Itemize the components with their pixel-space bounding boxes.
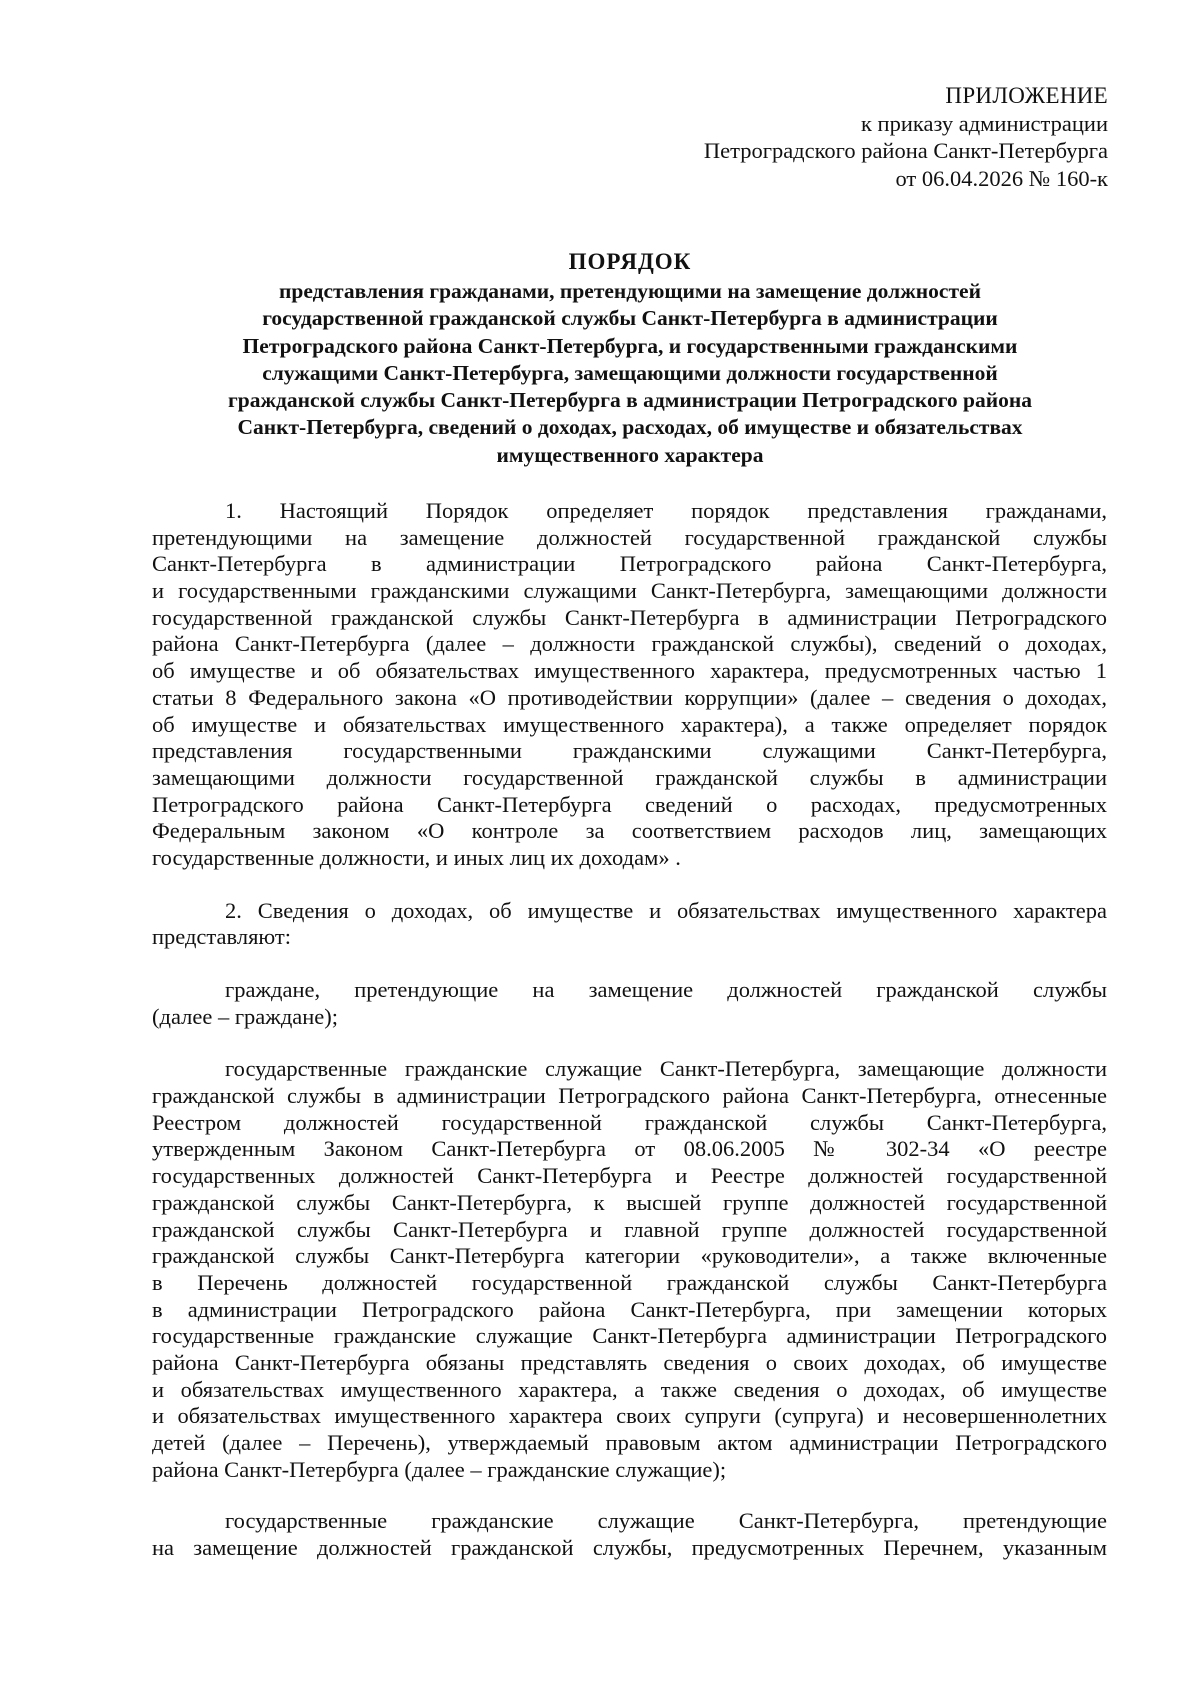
text-line: гражданской службы в администрации Петроградского района Санкт-Петербурга, отнесенные: [152, 1083, 1107, 1109]
text-line: на замещение должностей гражданской службы, предусмотренных Перечнем, указанным: [152, 1535, 1107, 1561]
paragraph-gap: [152, 1030, 1107, 1056]
paragraph-gap: [152, 951, 1107, 977]
text-line: представления государственными гражданскими служащими Санкт-Петербурга,: [152, 738, 1107, 764]
text-line: в администрации Петроградского района Санкт-Петербурга, при замещении которых: [152, 1296, 1107, 1322]
text-line: детей (далее – Перечень), утверждаемый правовым актом администрации Петроградского: [152, 1430, 1107, 1455]
appendix-district: Петроградского района Санкт-Петербурга: [703, 138, 1108, 163]
subtitle-line: государственной гражданской службы Санкт-Петербурга в администрации: [262, 306, 998, 331]
text-line: об имуществе и об обязательствах имущественного характера, предусмотренных частью 1: [152, 658, 1107, 684]
paragraph-civil-servants: [152, 1056, 1107, 1483]
paragraph-gap: [152, 872, 1107, 898]
text-line: об имуществе и обязательствах имущественного характера), а также определяет порядок: [152, 711, 1107, 737]
text-line: в Перечень должностей государственной гражданской службы Санкт-Петербурга: [152, 1269, 1107, 1295]
text-line: гражданской службы Санкт-Петербурга категории «руководители», а также включенные: [152, 1243, 1107, 1269]
subtitle-line: Петроградского района Санкт-Петербурга, и государственными гражданскими: [242, 333, 1018, 358]
text-line: района Санкт-Петербурга (далее – должности гражданской службы), сведений о доходах,: [152, 631, 1107, 657]
text-line: замещающими должности государственной гражданской службы в администрации: [152, 764, 1107, 790]
text-line: гражданской службы Санкт-Петербурга, к высшей группе должностей государственной: [152, 1189, 1107, 1215]
subtitle-line: гражданской службы Санкт-Петербурга в администрации Петроградского района: [227, 388, 1033, 413]
subtitle-line: служащими Санкт-Петербурга, замещающими должности государственной: [262, 360, 998, 385]
text-line: представляют:: [152, 924, 292, 950]
text-line: гражданской службы Санкт-Петербурга и главной группе должностей государственной: [152, 1216, 1107, 1242]
subtitle-line: представления гражданами, претендующими на замещение должностей: [279, 279, 981, 303]
paragraph-citizens: [152, 977, 1107, 1030]
appendix-label: ПРИЛОЖЕНИЕ: [945, 83, 1108, 108]
text-line: (далее – граждане);: [152, 1003, 339, 1029]
text-line: государственные гражданские служащие Санкт-Петербурга, претендующие: [225, 1508, 1107, 1534]
text-line: государственной гражданской службы Санкт-Петербурга в администрации Петроградского: [152, 604, 1107, 630]
text-line: Петроградского района Санкт-Петербурга сведений о расходах, предусмотренных: [152, 791, 1107, 817]
text-line: Санкт-Петербурга в администрации Петроградского района Санкт-Петербурга,: [152, 551, 1107, 577]
paragraph-candidates: [152, 1508, 1107, 1561]
paragraph-gap: [152, 1483, 1107, 1508]
text-line: и обязательствах имущественного характера, а также сведения о доходах, об имуществе: [152, 1376, 1107, 1402]
text-line: государственные гражданские служащие Санкт-Петербурга администрации Петроградского: [152, 1323, 1107, 1349]
document-title-block: [150, 248, 1110, 469]
text-line: района Санкт-Петербурга обязаны представлять сведения о своих доходах, об имуществе: [152, 1349, 1107, 1375]
text-line: государственные должности, и иных лиц их доходам» .: [152, 844, 681, 870]
text-line: Федеральным законом «О контроле за соответствием расходов лиц, замещающих: [152, 818, 1107, 844]
paragraph-1: [152, 498, 1107, 872]
paragraph-2: [152, 898, 1107, 951]
text-line: 2. Сведения о доходах, об имуществе и обязательствах имущественного характера: [225, 897, 1107, 923]
text-line: района Санкт-Петербурга (далее – гражданские служащие);: [152, 1456, 727, 1482]
text-line: и государственными гражданскими служащими Санкт-Петербурга, замещающими должности: [152, 578, 1107, 604]
text-line: и обязательствах имущественного характера своих супруги (супруга) и несовершеннолетних: [152, 1403, 1107, 1429]
appendix-header: [704, 82, 1108, 192]
text-line: граждане, претендующие на замещение должностей гражданской службы: [225, 977, 1107, 1002]
text-line: Реестром должностей государственной гражданской службы Санкт-Петербурга,: [152, 1109, 1107, 1135]
text-line: утвержденным Законом Санкт-Петербурга от 08.06.2005 № 302-34 «О реестре: [152, 1136, 1107, 1162]
document-body: [152, 498, 1107, 1562]
text-line: государственные гражданские служащие Санкт-Петербурга, замещающие должности: [225, 1056, 1107, 1082]
document-title: ПОРЯДОК: [568, 249, 692, 274]
subtitle-line: Санкт-Петербурга, сведений о доходах, расходах, об имуществе и обязательствах: [237, 415, 1023, 440]
subtitle-line: имущественного характера: [496, 442, 764, 467]
text-line: статьи 8 Федерального закона «О противодействии коррупции» (далее – сведения о доходах,: [152, 684, 1107, 710]
appendix-date-number: от 06.04.2026 № 160-к: [895, 165, 1108, 191]
text-line: претендующими на замещение должностей государственной гражданской службы: [152, 524, 1107, 550]
appendix-order-ref: к приказу администрации: [860, 110, 1108, 136]
text-line: 1. Настоящий Порядок определяет порядок представления гражданами,: [225, 498, 1107, 523]
text-line: государственных должностей Санкт-Петербурга и Реестре должностей государственной: [152, 1163, 1107, 1189]
